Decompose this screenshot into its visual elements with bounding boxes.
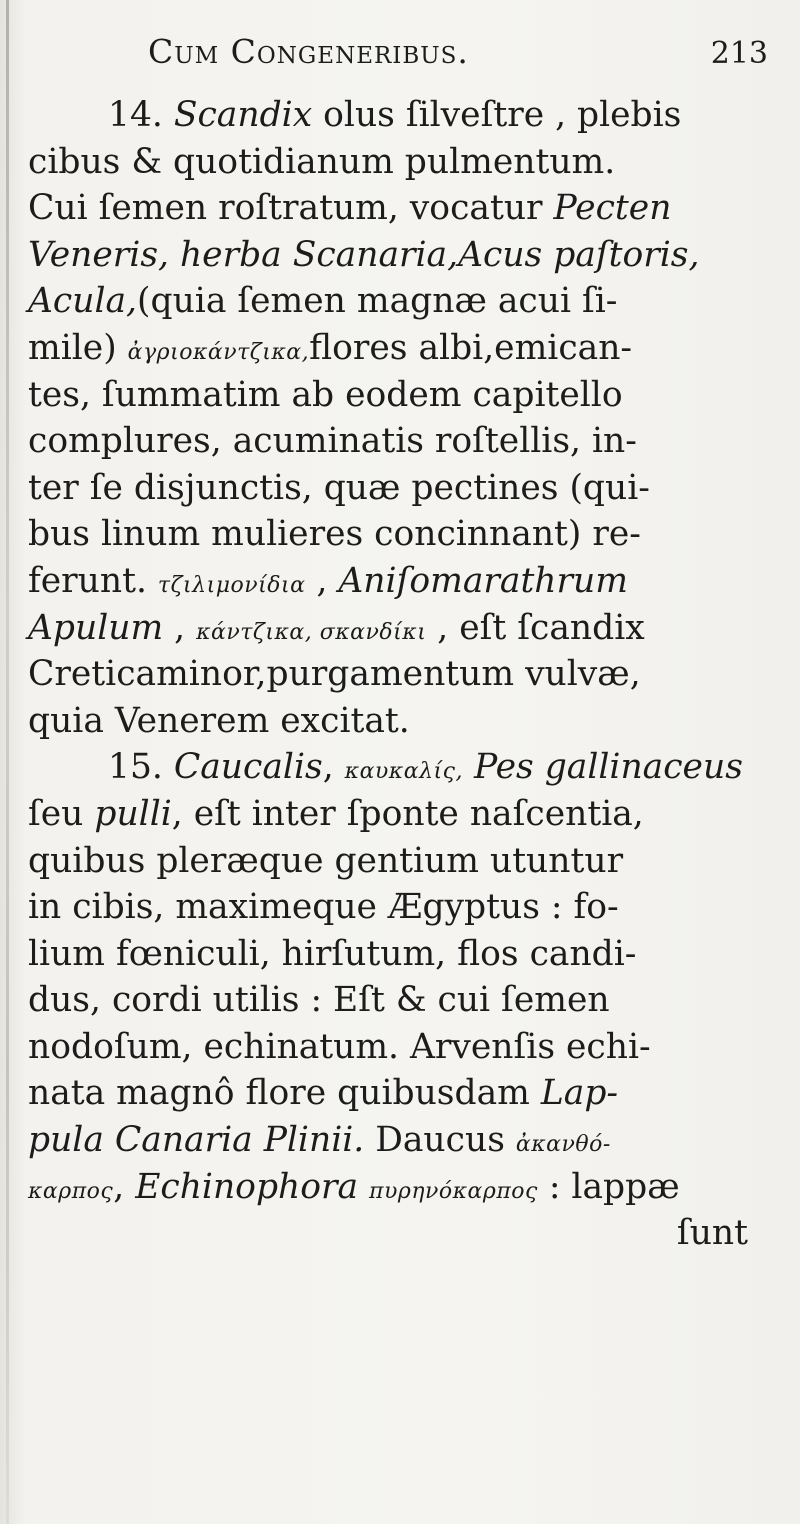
greek-term: τζιλιμονίδια [157, 572, 306, 598]
text-run: bus linum mulieres concinnant) re- [28, 514, 641, 555]
text-run [358, 1167, 369, 1207]
greek-term: ἀγριοκάντζικα, [127, 339, 310, 365]
text-line [28, 232, 788, 279]
text-run: Cui ſemen roſtratum, vocatur [28, 188, 554, 229]
greek-term: ἀκανθό- [515, 1132, 611, 1158]
text-run: lium fœniculi, hirſutum, flos candi- [28, 933, 637, 974]
text-line [28, 1210, 788, 1257]
text-run: nodoſum, echinatum. Arvenſis echi- [28, 1026, 651, 1067]
text-line [28, 511, 788, 558]
italic-term: Caucalis [173, 747, 323, 788]
text-line [28, 465, 788, 512]
text-run: complures, acuminatis roſtellis, in- [28, 421, 637, 462]
page-number: 213 [710, 36, 768, 71]
text-run: quibus pleræque gentium utuntur [28, 840, 624, 881]
text-line [28, 1070, 788, 1117]
text-run: in cibis, maximeque Ægyptus : fo- [28, 887, 619, 928]
text-line [28, 139, 788, 186]
text-line [28, 698, 788, 745]
text-run: ter ſe disjunctis, quæ pectines (qui- [28, 467, 650, 508]
text-run: quia Venerem excitat. [28, 700, 410, 741]
text-line [28, 185, 788, 232]
text-line [28, 92, 788, 139]
italic-term: Aniſomarathrum [338, 560, 628, 601]
text-line [28, 838, 788, 885]
text-run: 14. [108, 95, 174, 135]
text-line [28, 931, 788, 978]
italic-term: Acula, [28, 281, 138, 322]
text-line [28, 977, 788, 1024]
text-run: flores albi,emican- [309, 327, 633, 368]
text-run: cibus & quotidianum pulmentum. [28, 141, 616, 182]
text-run: 15. [108, 747, 174, 788]
text-line [28, 884, 788, 931]
italic-term: Echinophora [135, 1166, 359, 1207]
text-line [28, 278, 788, 325]
greek-term: κάντζικα, σκανδίκι [196, 619, 427, 645]
text-line [28, 372, 788, 419]
text-run: dus, cordi utilis : Eſt & cui ſemen [28, 980, 610, 1021]
text-run: , [163, 607, 197, 648]
italic-term: Scandix [173, 95, 313, 135]
text-run: : lappæ [537, 1166, 680, 1207]
text-run: , eſt ſcandix [426, 607, 645, 648]
text-line [28, 325, 788, 372]
text-run: tes, ſummatim ab eodem capitello [28, 374, 623, 415]
text-run: ferunt. [28, 560, 158, 601]
running-head: Cum Congeneribus. [148, 32, 469, 71]
italic-term: pulli [94, 793, 172, 834]
text-line [28, 418, 788, 465]
text-line [28, 1117, 788, 1164]
text-line [28, 605, 788, 652]
text-run [463, 747, 474, 787]
italic-term: Pes gallinaceus [473, 747, 743, 788]
text-run: , eſt inter ſponte naſcentia, [171, 793, 644, 834]
italic-term: Apulum [28, 607, 164, 648]
text-line [28, 558, 788, 605]
text-run: Daucus [364, 1120, 516, 1161]
text-run: nata magnô flore quibusdam [28, 1073, 541, 1114]
text-run: , [322, 747, 345, 788]
italic-term: Veneris, herba Scanaria,Acus paſtoris, [28, 234, 700, 275]
page-header [148, 32, 768, 82]
italic-term: Pecten [553, 188, 672, 229]
binding-edge [6, 0, 9, 1524]
text-line [28, 1024, 788, 1071]
text-run: , [305, 560, 339, 601]
text-run: ſunt [676, 1213, 748, 1254]
italic-term: Lap- [540, 1073, 619, 1114]
text-run: Creticaminor,purgamentum vulvæ, [28, 654, 641, 695]
text-run: , [113, 1166, 136, 1207]
greek-term: καυκαλίς, [344, 759, 463, 785]
text-run: olus ſilveſtre , plebis [312, 95, 682, 135]
body-text [28, 92, 788, 1257]
text-run: ſeu [28, 793, 95, 834]
text-line [28, 1164, 788, 1211]
text-line [28, 744, 788, 791]
text-line [28, 791, 788, 838]
italic-term: pula Canaria Plinii. [28, 1120, 365, 1161]
text-line [28, 651, 788, 698]
text-run: (quia ſemen magnæ acui ſi- [137, 281, 618, 322]
text-run: mile) [28, 327, 128, 368]
greek-term: καρπος [28, 1178, 114, 1204]
greek-term: πυρηνόκαρπος [369, 1178, 538, 1204]
